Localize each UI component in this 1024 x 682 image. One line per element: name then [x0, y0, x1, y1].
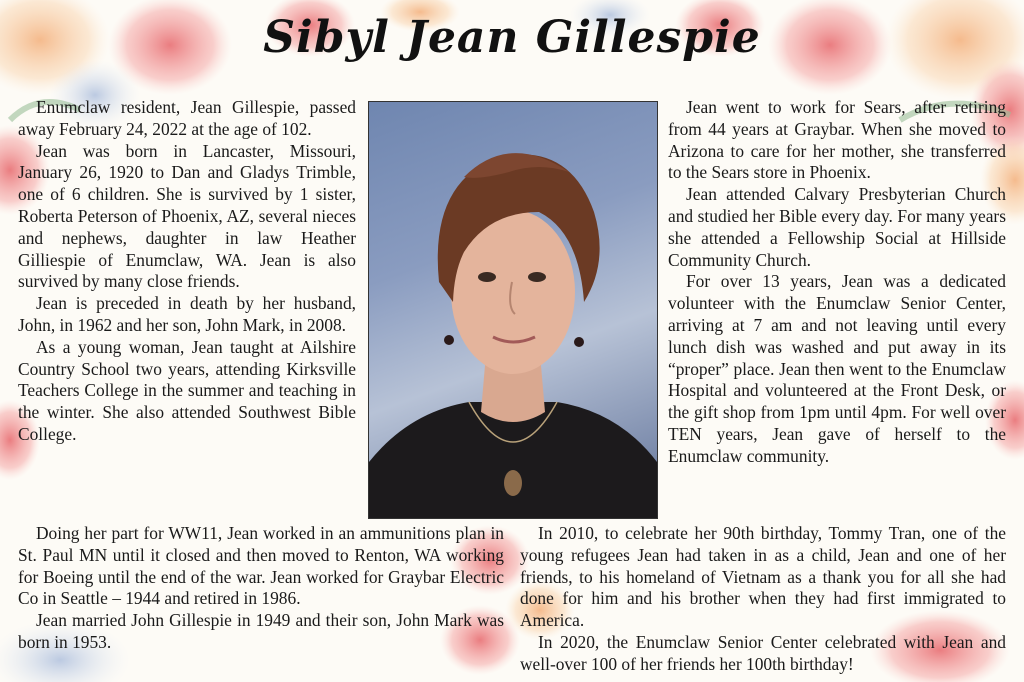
paragraph: Jean was born in Lancaster, Missouri, January 26, 1920 to Dan and Gladys Trimble, one of 6 children. She is survived by 1 sister, Roberta Peterson of Phoenix, AZ, several nieces and nephews, daughter in law Heather Gilliespie of Enumclaw, WA. Jean is also survived by many close friends. — [18, 140, 356, 292]
paragraph: Jean attended Calvary Presbyterian Church and studied her Bible every day. For many years she attended a Fellowship Social at Hillside Community Church. — [668, 184, 1006, 270]
left-column — [18, 97, 356, 446]
paragraph: In 2010, to celebrate her 90th birthday, Tommy Tran, one of the young refugees Jean had taken in as a child, Jean and one of her friends, to his homeland of Vietnam as a thank you for all she had done for him and his brother when they had first immigrated to America. — [520, 523, 1006, 631]
bottom-left-column — [18, 523, 504, 654]
paragraph: Jean is preceded in death by her husband, John, in 1962 and her son, John Mark, in 2008. — [18, 293, 356, 335]
bottom-right-column — [520, 523, 1006, 676]
paragraph: As a young woman, Jean taught at Ailshire Country School two years, attending Kirksville Teachers College in the summer and teaching in the winter. She also attended Southwest Bible College. — [18, 336, 356, 444]
right-column — [668, 97, 1006, 468]
paragraph: Doing her part for WW11, Jean worked in an ammunitions plan in St. Paul MN until it closed and then moved to Renton, WA working for Boeing until the end of the war. Jean worked for Graybar Electric Co in Seattle – 1944 and retired in 1986. — [18, 523, 504, 609]
paragraph: For over 13 years, Jean was a dedicated volunteer with the Enumclaw Senior Center, arriving at 7 am and not leaving until every lunch dish was washed and put away in its “proper” place. Jean then went to the Enumclaw Hospital and volunteered at the Front Desk, or the gift shop from 1pm until 4pm. For well over TEN years, Jean gave of herself to the Enumclaw community. — [668, 271, 1006, 466]
paragraph: Jean went to work for Sears, after retiring from 44 years at Graybar. When she moved to Arizona to care for her mother, she transferred to the Sears store in Phoenix. — [668, 97, 1006, 183]
portrait-photo — [368, 101, 658, 519]
paragraph: Enumclaw resident, Jean Gillespie, passed away February 24, 2022 at the age of 102. — [18, 97, 356, 139]
paragraph: Jean married John Gillespie in 1949 and their son, John Mark was born in 1953. — [18, 610, 504, 652]
paragraph: In 2020, the Enumclaw Senior Center celebrated with Jean and well-over 100 of her friends her 100th birthday! — [520, 631, 1006, 674]
portrait-illustration — [369, 102, 657, 518]
page-title: Sibyl Jean Gillespie — [263, 12, 761, 63]
